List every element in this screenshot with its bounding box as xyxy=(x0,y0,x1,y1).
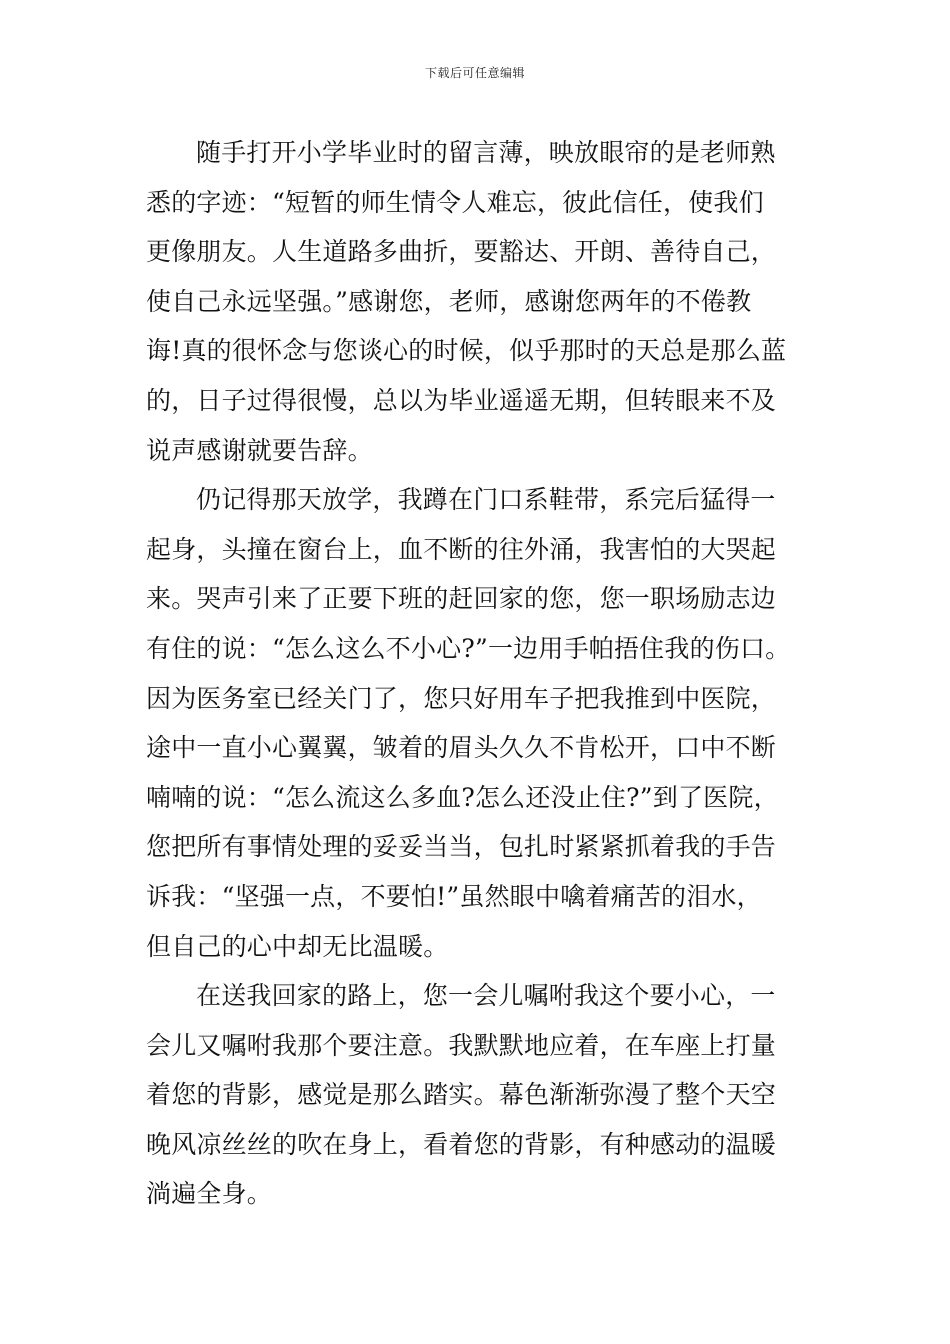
text-line: 随手打开小学毕业时的留言薄，映放眼帘的是老师熟 xyxy=(196,138,776,167)
text-line: 来。哭声引来了正要下班的赶回家的您，您一职场励志边 xyxy=(146,584,777,614)
text-line: 会儿又嘱咐我那个要注意。我默默地应着，在车座上打量 xyxy=(146,1030,777,1060)
text-line: 悉的字迹：“短暂的师生情令人难忘，彼此信任，使我们 xyxy=(146,187,764,217)
text-line: 起身，头撞在窗台上，血不断的往外涌，我害怕的大哭起 xyxy=(146,534,777,564)
text-line: 晚风凉丝丝的吹在身上，看着您的背影，有种感动的温暖 xyxy=(146,1129,777,1159)
text-line: 喃喃的说：“怎么流这么多血?怎么还没止住?”到了医院， xyxy=(146,782,779,812)
text-line: 您把所有事情处理的妥妥当当，包扎时紧紧抓着我的手告 xyxy=(146,832,777,862)
text-line: 但自己的心中却无比温暖。 xyxy=(146,931,449,961)
text-line: 途中一直小心翼翼，皱着的眉头久久不肯松开，口中不断 xyxy=(146,733,777,763)
text-line: 使自己永远坚强。”感谢您，老师，感谢您两年的不倦教 xyxy=(146,286,752,316)
text-line: 更像朋友。人生道路多曲折，要豁达、开朗、善待自己， xyxy=(146,237,777,267)
text-line: 说声感谢就要告辞。 xyxy=(146,435,373,465)
text-line: 有住的说：“怎么这么不小心?”一边用手帕捂住我的伤口。 xyxy=(146,633,791,663)
text-line: 着您的背影，感觉是那么踏实。幕色渐渐弥漫了整个天空 xyxy=(146,1080,777,1110)
text-line: 淌遍全身。 xyxy=(146,1179,273,1209)
page-header-note: 下载后可任意编辑 xyxy=(424,66,525,80)
text-line: 因为医务室已经关门了，您只好用车子把我推到中医院， xyxy=(146,683,777,713)
text-line: 诲!真的很怀念与您谈心的时候，似乎那时的天总是那么蓝 xyxy=(146,336,787,366)
text-line: 的，日子过得很慢，总以为毕业遥遥无期，但转眼来不及 xyxy=(146,385,777,415)
text-line: 在送我回家的路上，您一会儿嘱咐我这个要小心，一 xyxy=(196,981,776,1011)
text-line: 诉我：“坚强一点，不要怕!”虽然眼中噙着痛苦的泪水， xyxy=(146,881,762,911)
text-line: 仍记得那天放学，我蹲在门口系鞋带，系完后猛得一 xyxy=(196,485,776,515)
essay-body xyxy=(146,128,836,1219)
